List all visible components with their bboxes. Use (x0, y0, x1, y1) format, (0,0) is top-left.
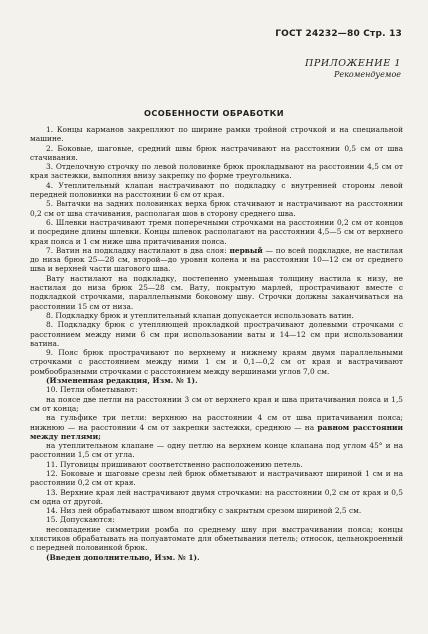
paragraph-text: 6. Шлевки настрачивают тремя поперечными строчками на расстоянии 0,2 см от концов и посредине длины шлевки. Концы шлевок располагают на расстоянии 4,5—5 см от верхнего края пояса и 1 см ниже шва притачивания пояса. (30, 217, 403, 246)
paragraph-text: 10. Петли обметывают: (46, 385, 138, 395)
paragraph-text: на поясе две петли на расстоянии 3 см от верхнего края и шва притачивания пояса и 1,5 см от конца; (30, 394, 403, 413)
paragraph (30, 413, 403, 441)
paragraph-text: равном расстоянии между петлями; (30, 422, 403, 441)
paragraph (30, 385, 403, 394)
section-title: ОСОБЕННОСТИ ОБРАБОТКИ (144, 108, 284, 118)
paragraph-text: (Введен дополнительно, Изм. № 1). (46, 552, 200, 562)
document-body (30, 125, 403, 562)
page-header: ГОСТ 24232—80 Стр. 13 (275, 29, 402, 39)
paragraph (30, 488, 403, 507)
paragraph-text: Вату настилают на подкладку, постепенно уменьшая толщину настила к низу, не настилая до низа брюк 25—28 см. Вату, покрытую марлей, прострачивают вместе с подкладкой строчками, параллельными боковому шву. Строчки должны заканчиваться на расстоянии 15 см от низа. (30, 273, 403, 311)
paragraph-text: (Измененная редакция, Изм. № 1). (46, 376, 198, 386)
paragraph (30, 199, 403, 218)
paragraph-text: 8. Подкладку брюк и утеплительный клапан допускается использовать ватин. (46, 310, 354, 320)
paragraph (30, 144, 403, 163)
paragraph (30, 274, 403, 311)
paragraph (30, 553, 403, 562)
paragraph-text: 4. Утеплительный клапан настрачивают по подкладку с внутренней стороны левой передней половинки на расстоянии 6 см от края. (30, 180, 403, 200)
paragraph-text: 12. Боковые и шаговые срезы лей брюк обметывают и настрачивают шириной 1 см и на расстоянии 0,2 см от края. (30, 468, 403, 488)
paragraph-text: 15. Допускаются: (46, 515, 115, 525)
appendix-subtitle: Рекомендуемое (334, 70, 401, 79)
paragraph (30, 506, 403, 515)
appendix-block (305, 58, 401, 79)
paragraph-text: на утеплительном клапане — одну петлю на верхнем конце клапана под углом 45° и на расстоянии 1,5 см от угла. (30, 441, 403, 460)
paragraph (30, 348, 403, 376)
paragraph (30, 246, 403, 274)
paragraph (30, 515, 403, 524)
paragraph (30, 376, 403, 385)
paragraph-text: 5. Вытачки на задних половинках верха брюк стачивают и настрачивают на расстоянии 0,2 см от шва стачивания, располагая шов в сторону среднего шва. (30, 199, 403, 218)
paragraph-text: 2. Боковые, шаговые, средний швы брюк настрачивают на расстоянии 0,5 см от шва стачивания. (30, 143, 403, 162)
paragraph (30, 181, 403, 200)
paragraph-text: несовпадение симметрии ромба по среднему шву при выстрачивании пояса; концы хлястиков обрабатывать на полуавтомате для обметывания петель; относок, цельнокроенный с передней половинкой брюк. (30, 524, 403, 553)
paragraph-text: 13. Верхние края лей настрачивают двумя строчками: на расстоянии 0,2 см от края и 0,5 см одна от другой. (30, 487, 403, 506)
paragraph-text: 11. Пуговицы пришивают соответственно расположению петель. (46, 459, 303, 469)
paragraph (30, 469, 403, 488)
appendix-title: ПРИЛОЖЕНИЕ 1 (304, 58, 401, 69)
paragraph-text: 14. Низ лей обрабатывают швом вподгибку с закрытым срезом шириной 2,5 см. (46, 506, 362, 516)
paragraph-text: 9. Пояс брюк прострачивают по верхнему и нижнему краям двумя параллельными строчками с расстоянием между ними 1 см и 0,1—0,2 см от края и вастрачивают ромбообразными строчками с расстоянием между вершинами углов 7,0 см. (30, 348, 403, 376)
paragraph (30, 125, 403, 144)
paragraph-text: 8. Подкладку брюк с утепляющей прокладкой прострачивают долевыми строчками с расстоянием между ними 6 см при использовании ваты и 14—12 см при использовании ватина. (30, 320, 403, 348)
paragraph-text: 1. Концы карманов закрепляют по ширине рамки тройной строчкой и на специальной машине. (30, 125, 403, 144)
paragraph (30, 460, 403, 469)
paragraph (30, 311, 403, 320)
paragraph-text: на гульфике три петли: верхнюю на расстоянии 4 см от шва притачивания пояса; нижнюю — на расстоянии 4 см от закрепки застежки, среднюю — на (30, 413, 403, 432)
paragraph (30, 320, 403, 348)
paragraph-text: 3. Отделочную строчку по левой половинке брюк прокладывают на расстоянии 4,5 см от края застежки, выполняя внизу закрепку по форме треугольника. (30, 162, 403, 181)
paragraph (30, 218, 403, 246)
paragraph (30, 525, 403, 553)
paragraph (30, 395, 403, 414)
paragraph-text: 7. Ватин на подкладку настилают в два слоя: (46, 245, 230, 255)
paragraph (30, 441, 403, 460)
paragraph-text: — по всей подкладке, не настилая до низа брюк 25—28 см, второй—до уровня колена и на расстоянии 10—12 см от среднего шва и верхней части шагового шва. (30, 245, 403, 274)
paragraph-text: первый (229, 245, 263, 255)
paragraph (30, 162, 403, 181)
